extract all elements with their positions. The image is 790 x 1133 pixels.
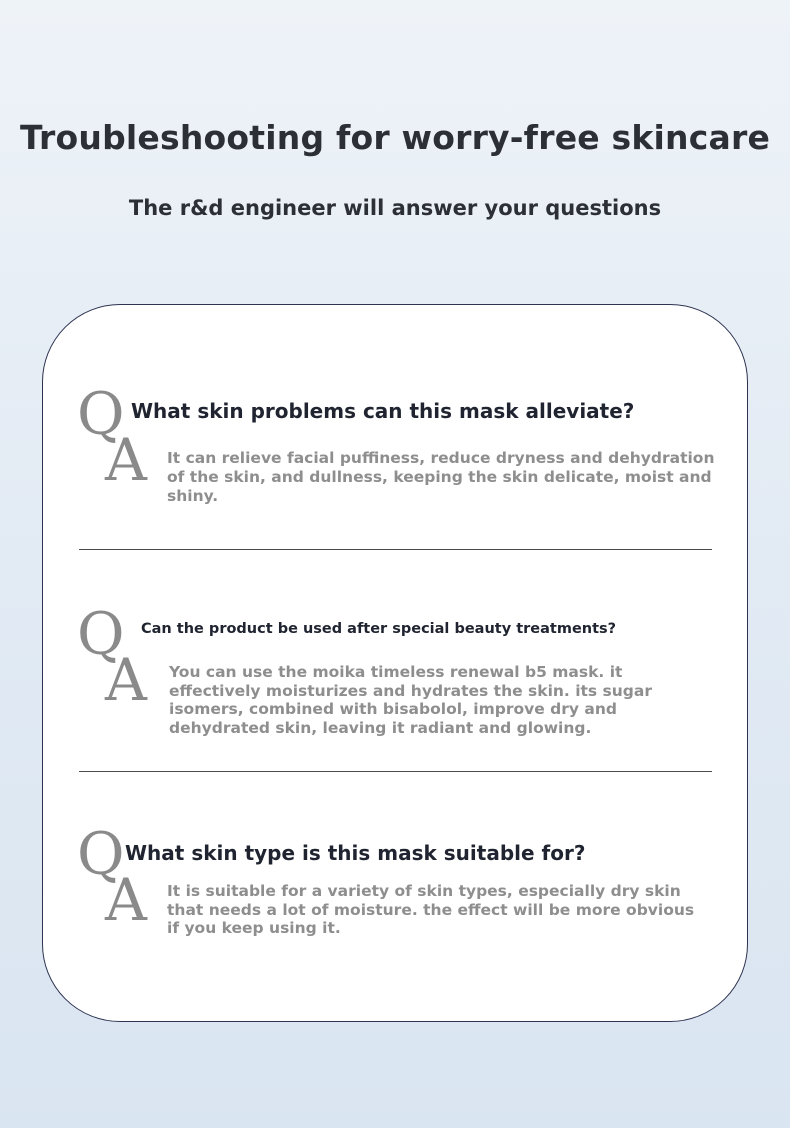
faq-item-3: [43, 820, 749, 955]
faq-card: [42, 304, 748, 1022]
faq-answer: It can relieve facial puffiness, reduce dryness and dehydration of the skin, and dullness, keeping the skin delicate, moist and shiny.: [167, 449, 715, 505]
page-title: Troubleshooting for worry-free skincare: [19, 118, 771, 157]
a-mark-icon: A: [105, 646, 147, 714]
faq-question: What skin problems can this mask alleviate?: [131, 399, 635, 423]
faq-question: Can the product be used after special beauty treatments?: [141, 621, 617, 637]
q-mark-icon: Q: [77, 380, 125, 448]
q-mark-icon: Q: [77, 600, 125, 668]
faq-question: What skin type is this mask suitable for?: [125, 841, 586, 865]
faq-answer: It is suitable for a variety of skin types, especially dry skin that needs a lot of moisture. the effect will be more obvious if you keep using it.: [167, 882, 695, 937]
a-mark-icon: A: [105, 866, 147, 934]
faq-divider: [79, 549, 712, 550]
faq-item-1: [43, 380, 749, 505]
faq-divider: [79, 771, 712, 772]
a-mark-icon: A: [105, 426, 147, 494]
page-subtitle: The r&d engineer will answer your questions: [128, 196, 662, 220]
q-mark-icon: Q: [77, 820, 125, 888]
faq-item-2: [43, 600, 749, 755]
bottom-strip: [0, 1128, 790, 1133]
faq-answer: You can use the moika timeless renewal b5 mask. it effectively moisturizes and hydrates the skin. its sugar isomers, combined with bisabolol, improve dry and dehydrated skin, leaving it radiant and glowing.: [169, 663, 653, 737]
